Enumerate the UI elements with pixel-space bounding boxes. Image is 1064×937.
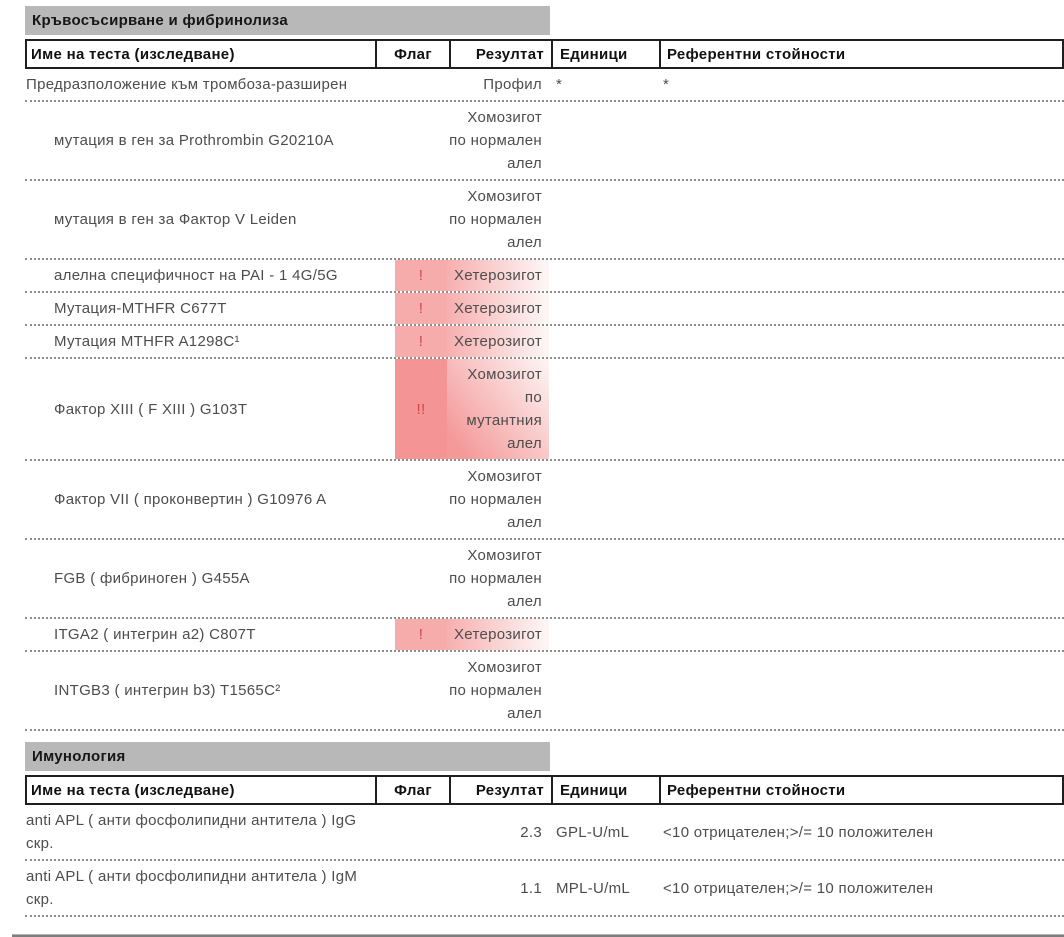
result-text: Хомозигот по нормален алел: [449, 188, 542, 251]
column-header-flag: Флаг: [375, 777, 449, 803]
column-header-units: Единици: [551, 41, 659, 67]
column-header-test-name: Име на теста (изследване): [31, 781, 235, 799]
table-header-row: [25, 39, 1064, 69]
column-header-flag: Флаг: [375, 41, 449, 67]
flag-cell: [373, 181, 447, 258]
result-text: 1.1: [520, 879, 542, 897]
reference-cell: [657, 461, 1064, 538]
result-text: Хетерозигот: [454, 626, 542, 643]
reference-cell: <10 отрицателен;>/= 10 положителен: [663, 823, 934, 841]
flag-cell: [373, 461, 447, 538]
test-name: мутация в ген за Фактор V Leiden: [54, 211, 297, 228]
reference-cell: [657, 326, 1064, 357]
table-row: [25, 540, 1064, 619]
flag-cell: !: [373, 619, 447, 650]
test-name: Мутация MTHFR A1298C¹: [54, 333, 240, 350]
table-row: [25, 619, 1064, 652]
table-row: [25, 181, 1064, 260]
units-cell: [549, 181, 657, 258]
units-cell: [549, 359, 657, 459]
reference-cell: [657, 260, 1064, 291]
reference-cell: <10 отрицателен;>/= 10 положителен: [663, 879, 934, 897]
table-row: [25, 861, 1064, 917]
units-cell: [549, 326, 657, 357]
table-body: [25, 69, 1064, 731]
result-text: Хетерозигот: [454, 267, 542, 284]
reference-cell: [657, 359, 1064, 459]
flag-cell: !: [373, 293, 447, 324]
table-row: [25, 326, 1064, 359]
flag-cell: !: [373, 260, 447, 291]
result-text: Хомозигот по нормален алел: [449, 109, 542, 172]
result-cell: [447, 293, 549, 324]
test-name: алелна специфичност на PAI - 1 4G/5G: [54, 267, 338, 284]
test-name: FGB ( фибриноген ) G455A: [54, 570, 250, 587]
flag-cell: [373, 540, 447, 617]
result-cell: [447, 861, 549, 915]
units-cell: GPL-U/mL: [556, 823, 630, 841]
units-cell: [549, 540, 657, 617]
table-row: [25, 359, 1064, 461]
reference-cell: [657, 619, 1064, 650]
result-cell: [447, 619, 549, 650]
result-text: Хетерозигот: [454, 333, 542, 350]
column-header-test-name: Име на теста (изследване): [31, 45, 235, 63]
table-row: [25, 652, 1064, 731]
flag-cell: !: [373, 326, 447, 357]
units-cell: [549, 652, 657, 729]
reference-cell: [657, 181, 1064, 258]
section-title: Кръвосъсирване и фибринолиза: [25, 6, 550, 35]
test-name: ITGA2 ( интегрин a2) C807T: [54, 626, 256, 643]
reference-cell: *: [663, 76, 670, 93]
table-row: [25, 102, 1064, 181]
units-cell: [549, 461, 657, 538]
result-cell: [447, 326, 549, 357]
flag-cell: [373, 102, 447, 179]
report-sections: [25, 6, 1064, 917]
flag-cell: [373, 652, 447, 729]
reference-cell: [657, 652, 1064, 729]
units-cell: [549, 619, 657, 650]
result-cell: [447, 359, 549, 459]
result-text: Хомозигот по нормален алел: [449, 468, 542, 531]
test-name: Предразположение към тромбоза-разширен: [26, 76, 348, 93]
table-row: [25, 805, 1064, 861]
test-name: Фактор VII ( проконвертин ) G10976 A: [54, 491, 327, 508]
result-cell: [447, 652, 549, 729]
flag-cell: [373, 805, 447, 859]
test-name: Мутация-MTHFR C677T: [54, 300, 227, 317]
units-cell: [549, 293, 657, 324]
column-header-result: Резултат: [449, 777, 551, 803]
report-section: [25, 742, 1064, 917]
units-cell: [549, 102, 657, 179]
reference-cell: [657, 540, 1064, 617]
lab-report-page: [25, 0, 1064, 937]
flag-cell: [373, 861, 447, 915]
test-name: anti APL ( анти фосфолипидни антитела ) IgG скр.: [26, 812, 357, 852]
reference-cell: [657, 293, 1064, 324]
units-cell: [549, 260, 657, 291]
result-text: Хомозигот по нормален алел: [449, 547, 542, 610]
test-name: мутация в ген за Prothrombin G20210A: [54, 132, 334, 149]
result-cell: [447, 181, 549, 258]
units-cell: *: [556, 76, 563, 93]
result-cell: [447, 102, 549, 179]
column-header-result: Резултат: [449, 41, 551, 67]
table-row: [25, 69, 1064, 102]
section-title: Имунология: [25, 742, 550, 771]
flag-cell: !!: [373, 359, 447, 459]
test-name: Фактор XIII ( F XIII ) G103T: [54, 400, 248, 418]
flag-cell: [373, 69, 447, 100]
column-header-reference: Референтни стойности: [659, 41, 1062, 67]
report-section: [25, 6, 1064, 731]
test-name: INTGB3 ( интегрин b3) T1565C²: [54, 682, 281, 699]
result-cell: [447, 69, 549, 100]
result-text: Профил: [483, 76, 542, 93]
table-row: [25, 461, 1064, 540]
units-cell: MPL-U/mL: [556, 879, 631, 897]
table-header-row: [25, 775, 1064, 805]
result-cell: [447, 540, 549, 617]
result-cell: [447, 260, 549, 291]
table-row: [25, 260, 1064, 293]
column-header-units: Единици: [551, 777, 659, 803]
result-text: Хомозигот по нормален алел: [449, 659, 542, 722]
table-row: [25, 293, 1064, 326]
result-cell: [447, 461, 549, 538]
result-text: Хетерозигот: [454, 300, 542, 317]
result-text: Хомозигот по мутантния алел: [466, 366, 542, 452]
table-body: [25, 805, 1064, 917]
test-name: anti APL ( анти фосфолипидни антитела ) IgM скр.: [26, 868, 358, 908]
result-text: 2.3: [520, 823, 542, 841]
reference-cell: [657, 102, 1064, 179]
result-cell: [447, 805, 549, 859]
column-header-reference: Референтни стойности: [659, 777, 1062, 803]
